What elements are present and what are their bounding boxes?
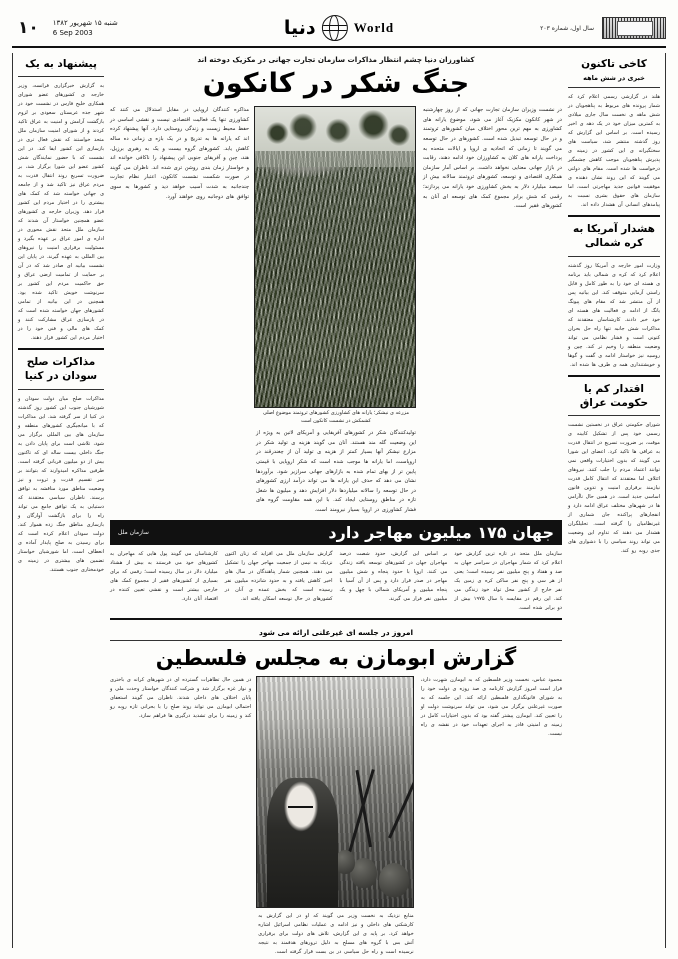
globe-icon <box>322 15 348 41</box>
main-story-headline: جنگ شکر در کانکون <box>202 68 470 99</box>
crowd-head <box>379 863 409 897</box>
divider <box>18 76 104 77</box>
page-number: ۱۰ <box>18 18 39 38</box>
divider <box>568 87 660 88</box>
left-body-2: مذاکرات صلح میان دولت سودان و شورشیان جنوب این کشور روز گذشته در کنیا از سر گرفته شد. این مذاکرات که با میانجیگری کشورهای منطقه و سازمان های بین المللی برگزار می شود، تلاشی است برای پایان دادن به جنگ داخلی بیست ساله ای که تاکنون بیش از دو میلیون قربانی گرفته است. طرفین مذاکره امیدوارند که بتوانند بر سر تقسیم قدرت و ثروت و نیز وضعیت مناطق مورد مناقشه به توافق برسند. ناظران سیاسی معتقدند که دستیابی به یک توافق جامع می تواند راه را برای بازگشت آوارگان و بازسازی مناطق جنگ زده هموار کند. دولت سودان اعلام کرده است که برای رسیدن به صلح پایدار آماده ی انعطاف است، اما شورشیان خواستار تضمین های بیشتری در زمینه ی خودمختاری جنوب هستند. <box>18 395 104 573</box>
right-sidebar <box>568 53 666 948</box>
page-content <box>12 53 666 955</box>
divider <box>568 215 660 217</box>
right-headline-1: کاخی تاکنون <box>581 58 647 70</box>
main-content <box>104 53 568 955</box>
issue-date <box>53 18 118 39</box>
migration-col-4: کارشناسان می گویند پول هایی که مهاجران به کشورهای خود می فرستند به بیش از هشتاد میلیارد دلار در سال رسیده است؛ رقمی که برای بسیاری از کشورهای فقیر از مجموع کمک های خارجی بیشتر است و نقشی تعیین کننده در اقتصاد آنان دارد. <box>110 550 218 602</box>
left-body-1: به گزارش خبرگزاری فرانسه، وزیر خارجه ی کشورهای عضو شورای همکاری خلیج فارس در نشست خود در شهر جده عربستان سعودی بر لزوم بازگشت آرامش و امنیت به عراق تاکید کردند و از شورای امنیت سازمان ملل متحد خواستند که نقش فعال تری در بازسازی این کشور ایفا کند. در این نشست که با حضور نمایندگان شش کشور عضو این شورا برگزار شد، بر ضرورت تسریع روند انتقال قدرت به مردم عراق نیز تاکید شد و از جامعه ی جهانی خواسته شد که کمک های بیشتری را در اختیار مردم این کشور قرار دهد. وزیران خارجه ی کشورهای عضو همچنین خواستار آن شدند که سازمان ملل متحد نقش محوری در اداره ی امور عراق بر عهده بگیرد و مسئولیت برقراری امنیت را نیروهای بین المللی به عهده گیرند. در پایان این نشست بیانیه ای صادر شد که در آن بر حمایت از تمامیت ارضی عراق و حق حاکمیت مردم این کشور بر سرنوشت خویش تاکید شده بود. همچنین در این بیانیه از تمامی کشورهای جهان خواسته شده است که در بازسازی عراق مشارکت کنند و کمک های مالی و فنی خود را در اختیار مردم این کشور قرار دهند. <box>18 83 104 342</box>
palestine-story <box>110 625 562 957</box>
migration-col-3: گزارش سازمان ملل می افزاید که زنان اکنون نزدیک به نیمی از جمعیت مهاجر جهان را تشکیل می دهند. همچنین شمار پناهندگان در سال های اخیر کاهش یافته و به حدود شانزده میلیون نفر رسیده است که بخش عمده ی آنان در کشورهای در حال توسعه اسکان یافته اند. <box>224 550 333 602</box>
right-body-1: هلند در گزارشی رسمی اعلام کرد که شمار پرونده های مربوط به پناهجویان در شش ماهه ی نخست سال جاری میلادی به کمترین میزان خود در یک دهه ی اخیر رسیده است. بر اساس این گزارش که روز گذشته منتشر شد، سیاست های سختگیرانه ی این کشور در زمینه ی پذیرش پناهجویان موجب کاهش چشمگیر درخواست ها شده است. مقام های دولتی می گویند که این روند نشان دهنده ی موفقیت قوانین جدید مهاجرتی است، اما سازمان های حقوق بشری نسبت به پیامدهای انسانی آن هشدار داده اند. <box>568 94 660 209</box>
palestine-subbanner: امروز در جلسه ای غیرعلنی ارائه می شود <box>110 628 562 641</box>
issue-info: سال اول، شماره ۲۰۳ <box>540 24 594 32</box>
main-story-col-2: تولیدکنندگان شکر در کشورهای آفریقایی و آمریکای لاتین به ویژه از این وضعیت گله مند هستند. آنان می گویند هزینه ی تولید شکر در مزارع نیشکر آنها بسیار کمتر از هزینه ی تولید آن از چغندرقند در اروپاست، اما یارانه ها موجب شده است که شکر اروپایی با قیمتی پایین تر از بهای تمام شده به بازارهای جهانی سرازیر شود. برآوردها نشان می دهد که حذف این یارانه ها می تواند درآمد ارزی کشورهای در حال توسعه را سالانه میلیاردها دلار افزایش دهد و میلیون ها شغل تازه در مناطق روستایی ایجاد کند. با این همه مقاومت گروه های فشار کشاورزی در اروپا بسیار نیرومند است. <box>256 430 416 513</box>
divider <box>18 389 104 390</box>
right-subhead-1: خبری در شش ماهه <box>583 74 645 83</box>
divider <box>568 415 660 416</box>
main-story-caption: مزرعه ی نیشکر؛ یارانه های کشاورزی کشورهای ثروتمند موضوع اصلی کشمکش در نشست کانکون است <box>262 410 409 424</box>
palestine-columns <box>110 676 562 957</box>
issue-date-en: 6 Sep 2003 <box>52 29 93 37</box>
palestine-col-1: محمود عباس، نخست وزیر فلسطین که به ابومازن شهرت دارد، قرار است امروز گزارش کارنامه ی صد روزه ی دولت خود را به شورای قانونگذاری فلسطین ارائه کند. این جلسه که به صورت غیرعلنی برگزار می شود، می تواند سرنوشت دولت او را تعیین کند. ابومازن پیشتر گفته بود که بدون اختیارات کامل در زمینه ی امنیتی قادر به اجرای تعهدات خود در نقشه ی راه نیست. <box>420 676 562 737</box>
main-story-col-1: در نشست وزیران سازمان تجارت جهانی که از روز چهارشنبه در شهر کانکون مکزیک آغاز می شود، موضوع یارانه های کشاورزی به مهم ترین محور اختلاف میان کشورهای ثروتمند و در حال توسعه تبدیل شده است. کشورهای در حال توسعه می گویند تا زمانی که اتحادیه ی اروپا و ایالات متحده به پرداخت یارانه های کلان به کشاورزان خود ادامه دهند، رقابت در بازار جهانی معنایی نخواهد داشت. بر اساس آمار سازمان همکاری اقتصادی و توسعه، کشورهای ثروتمند سالانه بیش از سیصد میلیارد دلار به بخش کشاورزی خود یارانه می پردازند؛ رقمی که شش برابر مجموع کمک های توسعه ای آنان به کشورهای فقیر است. <box>422 107 562 210</box>
right-headline-2: هشدار آمریکا به کره شمالی <box>573 223 655 250</box>
eyeglasses-icon <box>288 806 313 812</box>
main-story-kicker: کشاورزان دنیا چشم انتظار مذاکرات سازمان تجارت جهانی در مکزیک دوخته اند <box>197 55 475 64</box>
masthead-right-group <box>540 17 666 39</box>
main-story-columns <box>110 106 562 516</box>
masthead-left-group <box>12 18 118 39</box>
left-headline-1: پیشنهاد به یک <box>25 58 97 70</box>
divider <box>18 348 104 350</box>
palestine-headline: گزارش ابومازن به مجلس فلسطین <box>155 645 517 670</box>
paper-name-fa: دنیا <box>283 17 316 39</box>
newspaper-logo-icon <box>602 17 666 39</box>
migration-columns <box>110 550 562 613</box>
rifle-silhouette <box>388 773 414 838</box>
sugarcane-field-photo <box>254 106 416 408</box>
palestinian-crowd-photo <box>256 676 413 908</box>
main-story-photo-block <box>256 106 416 516</box>
main-story-col-3: مذاکره کنندگان اروپایی در مقابل استدلال می کنند که کشاورزی تنها یک فعالیت اقتصادی نیست و نقشی اساسی در حفظ محیط زیست و زندگی روستایی دارد. آنها پیشنهاد کرده اند که یارانه ها به تدریج و در یک بازه ی زمانی ده ساله کاهش یابد. کشورهای گروه بیست و یک به رهبری برزیل، هند، چین و آفریقای جنوبی این پیشنهاد را ناکافی خوانده اند و خواستار زمان بندی روشن تری شده اند. ناظران می گویند در صورت شکست نشست کانکون، اعتبار نظام تجارت چندجانبه به شدت آسیب خواهد دید و کشورها به سوی توافق های دوجانبه روی خواهند آورد. <box>110 107 250 200</box>
elderly-man-figure <box>267 778 338 907</box>
palestine-col-3: در همین حال تظاهرات گسترده ای در شهرهای کرانه ی باختری و نوار غزه برگزار شد و شرکت کنندگان خواستار وحدت ملی و پایان اختلاف های داخلی شدند. ناظران می گویند استعفای احتمالی ابومازن می تواند روند صلح را با بحرانی تازه روبه رو کند و زمینه را برای تشدید درگیری ها فراهم سازد. <box>109 676 252 719</box>
migration-col-2: بر اساس این گزارش، حدود شصت درصد مهاجران جهان در کشورهای توسعه یافته زندگی می کنند. اروپا با حدود پنجاه و شش میلیون مهاجر در صدر قرار دارد و پس از آن آسیا با پنجاه میلیون و آمریکای شمالی با چهل و یک میلیون نفر قرار می گیرند. <box>339 550 448 602</box>
right-headline-3: اقتدار کم یا حکومت عراق <box>579 382 649 409</box>
migration-banner <box>110 520 562 545</box>
left-headline-2: مذاکرات صلح سودان در کنیا <box>24 356 98 383</box>
section-header <box>284 15 394 41</box>
palestine-photo-block <box>258 676 413 957</box>
divider <box>568 375 660 377</box>
masthead <box>12 10 666 48</box>
migration-banner-source: سازمان ملل <box>118 528 149 536</box>
palestine-col-2: منابع نزدیک به نخست وزیر می گویند که او در این گزارش به کارشکنی های داخلی و نیز ادامه ی عملیات نظامی اسرائیل اشاره خواهد کرد. بر پایه ی این گزارش، تلاش های دولت برای برقراری آتش بس با گروه های مسلح به دلیل ترورهای هدفمند به نتیجه نرسیده است و راه حل سیاسی در بن بست قرار گرفته است. <box>258 912 414 955</box>
main-story <box>110 53 562 516</box>
migration-col-1: سازمان ملل متحد در تازه ترین گزارش خود اعلام کرد که شمار مهاجران در سراسر جهان به صد و هفتاد و پنج میلیون نفر رسیده است؛ یعنی از هر سی و پنج نفر ساکن کره ی زمین یک نفر خارج از کشور محل تولد خود زندگی می کند. این رقم در مقایسه با سال ۱۹۷۵ بیش از دو برابر شده است. <box>454 550 562 611</box>
migration-banner-title: جهان ۱۷۵ میلیون مهاجر دارد <box>328 522 554 542</box>
section-title-en: World <box>353 20 395 35</box>
divider <box>110 618 562 620</box>
divider <box>568 256 660 257</box>
right-body-2: وزارت امور خارجه ی آمریکا روز گذشته اعلام کرد که کره ی شمالی باید برنامه ی هسته ای خود را به طور کامل و قابل راستی آزمایی متوقف کند. این بیانیه پس از آن منتشر شد که مقام های پیونگ یانگ از ادامه ی فعالیت های هسته ای خود خبر دادند. کارشناسان معتقدند که مذاکرات شش جانبه تنها راه حل بحران کنونی است و فشار نظامی می تواند وضعیت منطقه را وخیم تر کند. چین و روسیه نیز خواستار ادامه ی گفت و گوها و خویشتنداری همه ی طرف ها شده اند. <box>568 262 660 368</box>
left-sidebar <box>12 53 104 948</box>
issue-date-fa: شنبه ۱۵ شهریور ۱۳۸۲ <box>52 18 118 27</box>
migration-story <box>110 516 562 625</box>
right-body-3: شورای حکومتی عراق در نخستین نشست رسمی خود پس از تشکیل کابینه ی موقت، بر ضرورت تسریع در انتقال قدرت به عراقی ها تاکید کرد. اعضای این شورا می گویند که بدون اختیارات واقعی نمی توانند اعتماد مردم را جلب کنند. نیروهای ائتلاف اما معتقدند که انتقال کامل قدرت نیازمند برقراری امنیت و تدوین قانون اساسی جدید است. در همین حال ناآرامی ها در شهرهای مختلف عراق ادامه دارد و انفجارهای پراکنده جان شماری از غیرنظامیان را گرفته است. تحلیلگران هشدار می دهند که تداوم این وضعیت می تواند روند سیاسی را با دشواری های جدی روبه رو کند. <box>568 421 660 554</box>
